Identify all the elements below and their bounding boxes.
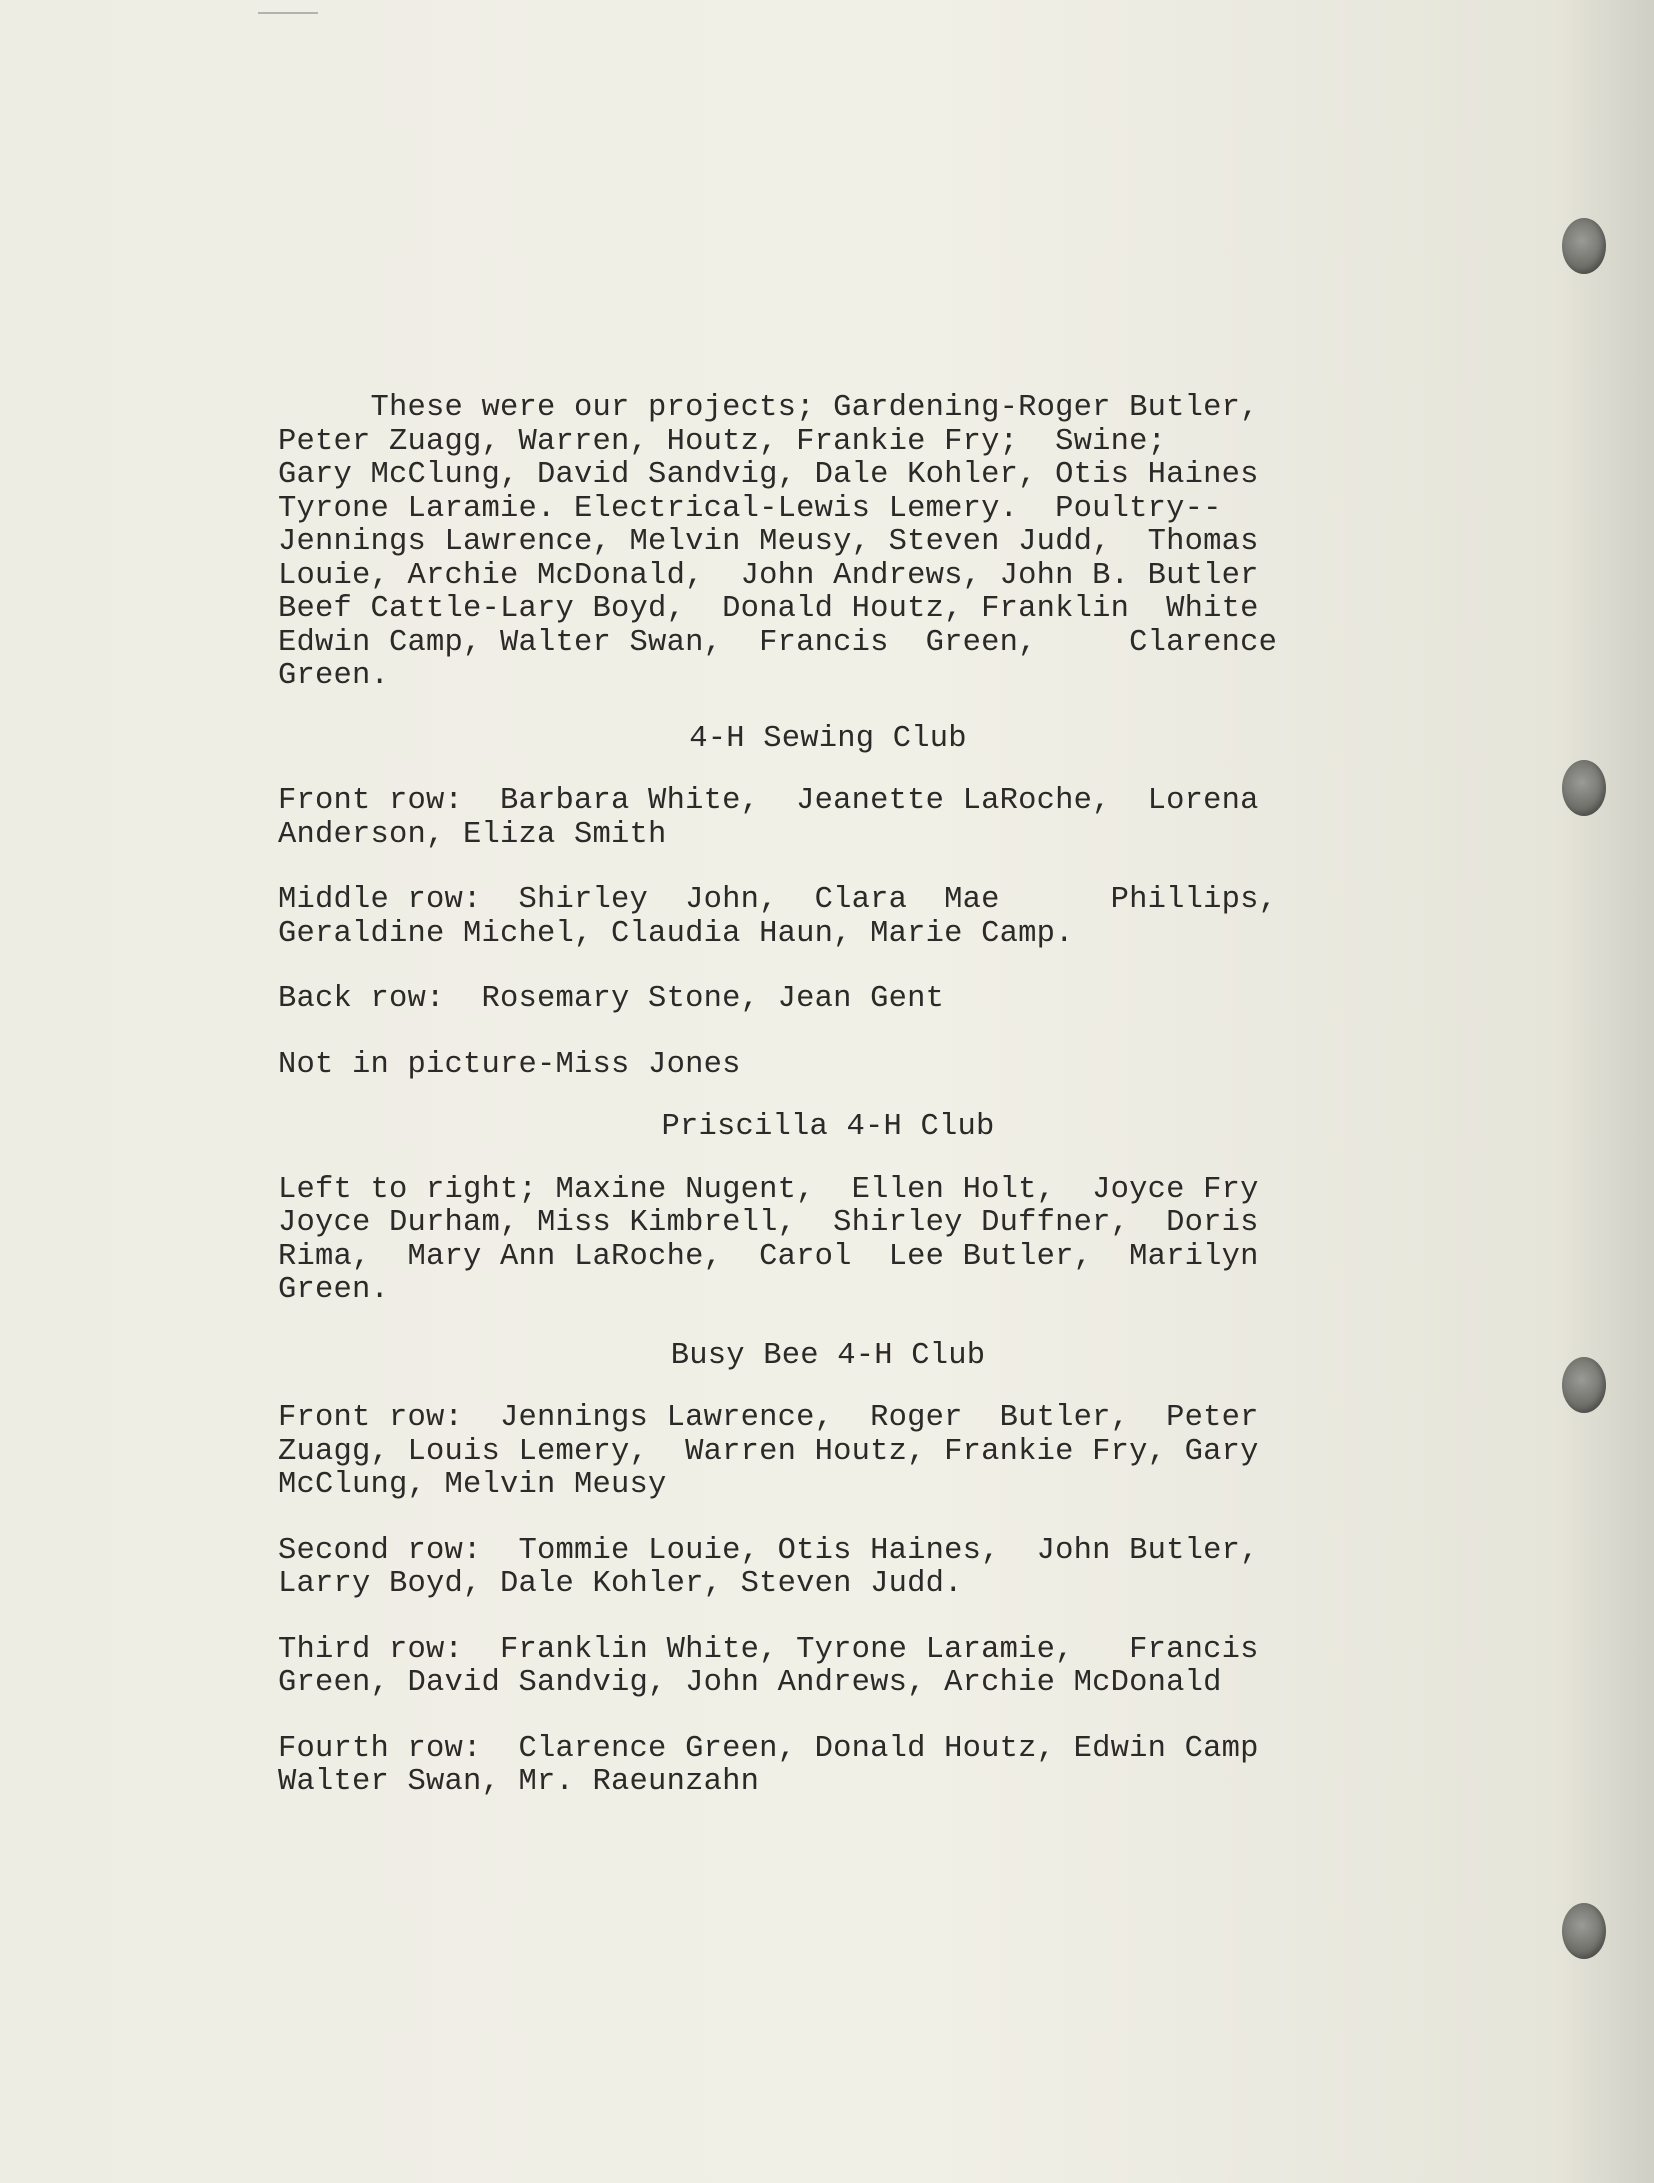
text-line: Geraldine Michel, Claudia Haun, Marie Camp.: [278, 916, 1074, 951]
busy-bee-front-row: [278, 1402, 1338, 1503]
sewing-not-in-picture: Not in picture-Miss Jones: [278, 1047, 741, 1082]
priscilla-members: [278, 1174, 1338, 1308]
text-line: These were our projects; Gardening-Roger Butler,: [278, 391, 1259, 425]
text-line: McClung, Melvin Meusy: [278, 1468, 667, 1502]
text-line: Green.: [278, 659, 390, 693]
edge-mark: [258, 12, 318, 14]
text-line: Zuagg, Louis Lemery, Warren Houtz, Frankie Fry, Gary: [278, 1434, 1259, 1469]
text-line: Front row: Jennings Lawrence, Roger Butler, Peter: [278, 1401, 1259, 1435]
sewing-middle-row: [278, 884, 1338, 951]
text-line: Front row: Barbara White, Jeanette LaRoche, Lorena: [278, 784, 1259, 818]
text-line: Middle row: Shirley John, Clara Mae Phillips,: [278, 883, 1278, 917]
text-line: Rima, Mary Ann LaRoche, Carol Lee Butler, Marilyn: [278, 1239, 1259, 1274]
text-line: Green.: [278, 1273, 390, 1307]
text-line: Second row: Tommie Louie, Otis Haines, John Butler,: [278, 1533, 1259, 1568]
sewing-back-row: Back row: Rosemary Stone, Jean Gent: [278, 982, 945, 1016]
projects-paragraph: [278, 392, 1338, 694]
binder-hole: [1562, 218, 1606, 274]
busy-bee-third-row: [278, 1634, 1338, 1701]
text-line: Jennings Lawrence, Melvin Meusy, Steven Judd, Thomas: [278, 525, 1259, 559]
binder-hole: [1562, 1903, 1606, 1959]
text-line: Green, David Sandvig, John Andrews, Archie McDonald: [278, 1666, 1222, 1700]
busy-bee-fourth-row: [278, 1733, 1338, 1800]
binder-hole: [1562, 760, 1606, 816]
busy-bee-club-heading: Busy Bee 4-H Club: [670, 1338, 986, 1373]
priscilla-club-heading: Priscilla 4-H Club: [661, 1110, 995, 1144]
text-line: Gary McClung, David Sandvig, Dale Kohler, Otis Haines: [278, 458, 1259, 492]
page-body: [278, 392, 1338, 1800]
binder-hole: [1562, 1357, 1606, 1413]
text-line: Peter Zuagg, Warren, Houtz, Frankie Fry; Swine;: [278, 424, 1167, 459]
text-line: Walter Swan, Mr. Raeunzahn: [278, 1765, 760, 1799]
text-line: Larry Boyd, Dale Kohler, Steven Judd.: [278, 1567, 963, 1601]
sewing-front-row: [278, 785, 1338, 852]
busy-bee-second-row: [278, 1535, 1338, 1602]
text-line: Beef Cattle-Lary Boyd, Donald Houtz, Franklin White: [278, 592, 1259, 626]
text-line: Tyrone Laramie. Electrical-Lewis Lemery. Poultry--: [278, 491, 1222, 526]
text-line: Third row: Franklin White, Tyrone Laramie, Francis: [278, 1632, 1259, 1667]
text-line: Anderson, Eliza Smith: [278, 817, 667, 852]
text-line: Joyce Durham, Miss Kimbrell, Shirley Duffner, Doris: [278, 1206, 1259, 1240]
text-line: Fourth row: Clarence Green, Donald Houtz, Edwin Camp: [278, 1731, 1259, 1766]
text-line: Louie, Archie McDonald, John Andrews, John B. Butler: [278, 558, 1259, 593]
text-line: Left to right; Maxine Nugent, Ellen Holt, Joyce Fry: [278, 1172, 1259, 1207]
text-line: Edwin Camp, Walter Swan, Francis Green, Clarence: [278, 625, 1278, 660]
sewing-club-heading: 4-H Sewing Club: [689, 721, 967, 756]
